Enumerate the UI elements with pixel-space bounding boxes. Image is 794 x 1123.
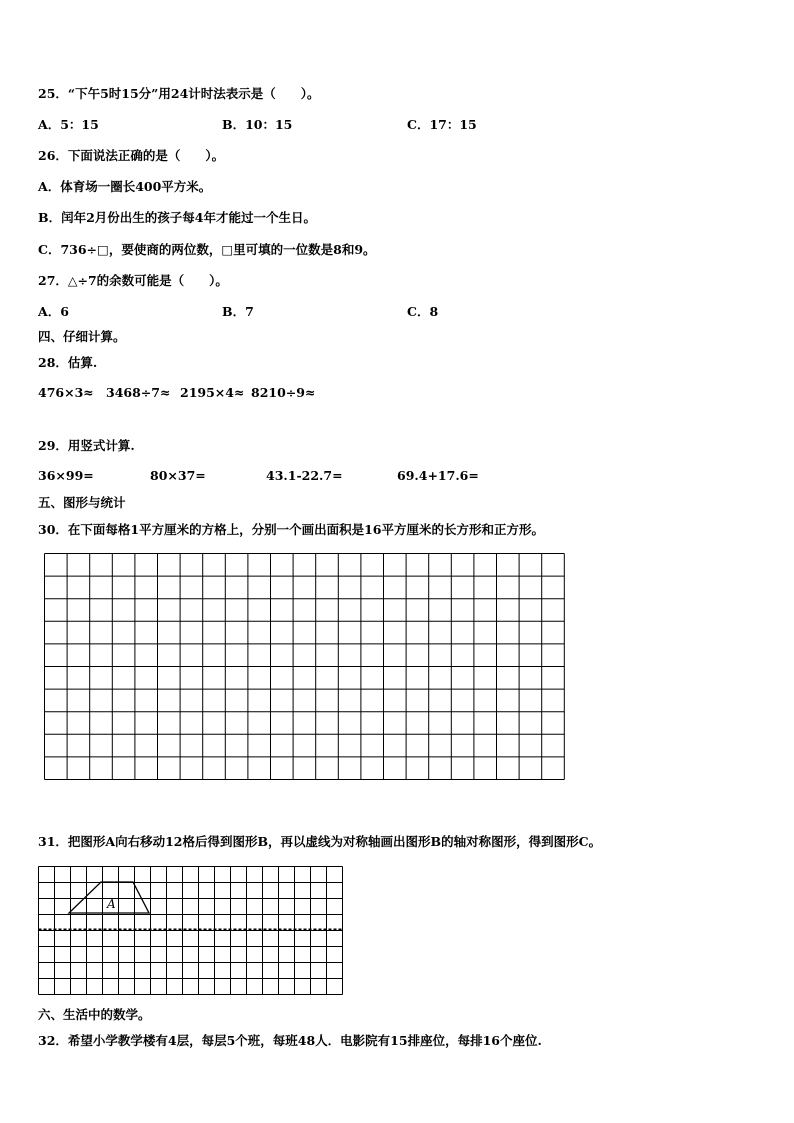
q28-item-3: 2195×4≈ (180, 385, 245, 400)
q27-option-b: B．7 (222, 304, 254, 319)
q31-question: 31．把图形A向右移动12格后得到图形B，再以虚线为对称轴画出图形B的轴对称图形，得到图形C。 (38, 834, 602, 849)
q28-item-2: 3468÷7≈ (106, 385, 171, 400)
q27-option-a: A．6 (38, 304, 69, 319)
q28-item-1: 476×3≈ (38, 385, 94, 400)
q29-item-1: 36×99= (38, 468, 94, 483)
q29-item-4: 69.4+17.6= (397, 468, 479, 483)
section-4-title: 四、仔细计算。 (38, 329, 126, 344)
q26-question: 26．下面说法正确的是（ ）。 (38, 148, 225, 163)
q26-statement-a: A．体育场一圈长400平方米。 (38, 179, 212, 194)
q32-question: 32．希望小学教学楼有4层，每层5个班，每班48人．电影院有15排座位，每排16个座位. (38, 1033, 542, 1048)
q29-item-3: 43.1-22.7= (266, 468, 343, 483)
q25-option-b: B．10：15 (222, 117, 293, 132)
q29-item-2: 80×37= (150, 468, 206, 483)
q31-square-grid (38, 866, 368, 991)
q27-option-c: C．8 (407, 304, 439, 319)
shape-a-label: A (107, 897, 116, 911)
section-6-title: 六、生活中的数学。 (38, 1007, 151, 1022)
q25-option-c: C．17：15 (407, 117, 477, 132)
q29-question: 29．用竖式计算. (38, 438, 135, 453)
q25-option-a: A．5：15 (38, 117, 99, 132)
q28-item-4: 8210÷9≈ (251, 385, 316, 400)
q25-question: 25．“下午5时15分”用24计时法表示是（ ）。 (38, 86, 320, 101)
q30-question: 30．在下面每格1平方厘米的方格上，分别一个画出面积是16平方厘米的长方形和正方形。 (38, 522, 544, 537)
section-5-title: 五、图形与统计 (38, 495, 126, 510)
q26-statement-b: B．闰年2月份出生的孩子每4年才能过一个生日。 (38, 210, 316, 225)
q27-question: 27．△÷7的余数可能是（ ）。 (38, 273, 228, 288)
q30-square-grid (44, 553, 568, 783)
q26-statement-c: C．736÷□，要使商的两位数，□里可填的一位数是8和9。 (38, 242, 376, 257)
q28-question: 28．估算. (38, 355, 98, 370)
